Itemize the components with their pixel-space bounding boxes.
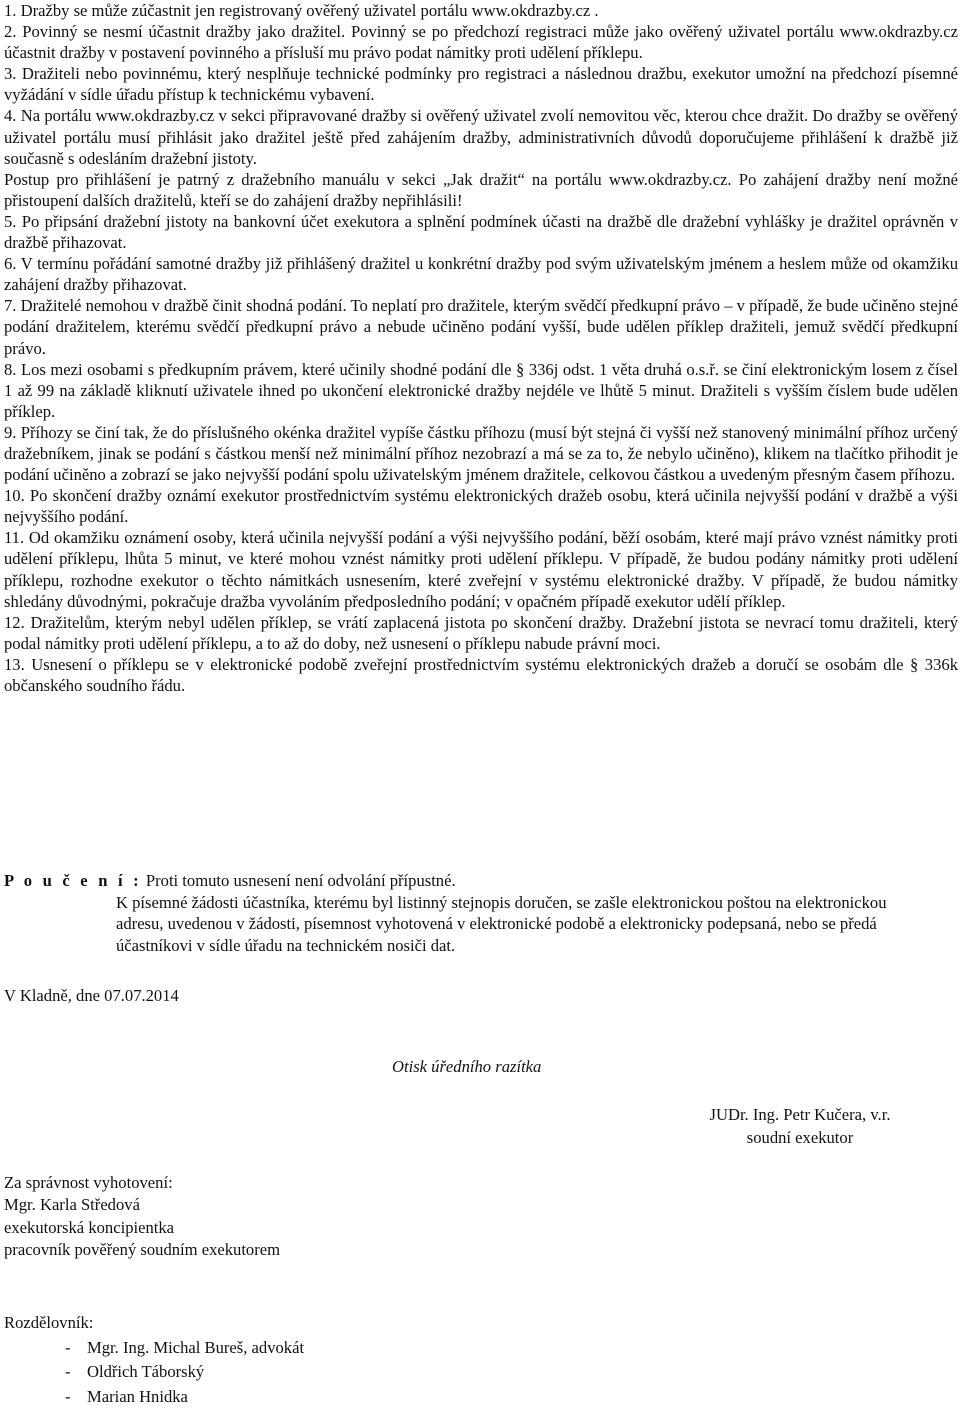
legal-notice-label: P o u č e n í : [4, 871, 142, 890]
list-item [4, 1385, 304, 1409]
paragraph-5: 5. Po připsání dražební jistoty na bankovní účet exekutora a splnění podmínek účasti na dražbě dle dražební vyhlášky je dražitel oprávněn v dražbě přihazovat. [4, 211, 958, 253]
paragraph-9: 9. Příhozy se činí tak, že do příslušného okénka dražitel vypíše částku příhozu (musí být stejná či vyšší než stanovený minimální příhoz určený dražebníkem, jinak se podání s částkou menší než minimální příhoz nezobrazí a má se za to, že nebylo učiněno), klikem na tlačítko přihodit je podání učiněno a zobrazí se jako nejvyšší podání spolu uživatelským jménem dražitele, celkovou částkou a uvedeným přesným časem příhozu. [4, 422, 958, 485]
distribution-recipient: Mgr. Ing. Michal Bureš, advokát [87, 1337, 305, 1357]
paragraph-3: 3. Dražiteli nebo povinnému, který nesplňuje technické podmínky pro registraci a následnou dražbu, exekutor umožní na předchozí písemné vyžádání v sídle úřadu přístup k technickému vybavení. [4, 64, 958, 105]
list-item [4, 1360, 304, 1385]
paragraph-7: 7. Dražitelé nemohou v dražbě činit shodná podání. To neplatí pro dražitele, kterým svědčí předkupní právo – v případě, že bude učiněno stejné podání dražitelem, kterému svědčí předkupní právo a nebude učiněno podání vyšší, bude udělen příklep dražiteli, jemuž svědčí předkupní právo. [4, 296, 958, 358]
paragraph-4-procedure: Postup pro přihlášení je patrný z dražebního manuálu v sekci „Jak dražit“ na portálu www.okdrazby.cz. Po zahájení dražby není možné přistoupení dalších dražitelů, kteří se do zahájení dražby nepřihlásili! [4, 169, 958, 210]
signatory-role: soudní exekutor [746, 1128, 854, 1147]
distribution-recipient: Marian Hnidka [87, 1386, 188, 1406]
correctness-note: pracovník pověřený soudním exekutorem [4, 1239, 281, 1259]
official-stamp-placeholder: Otisk úředního razítka [392, 1057, 542, 1076]
correctness-title: exekutorská koncipientka [4, 1217, 175, 1237]
dash-bullet: - [65, 1362, 71, 1382]
dash-bullet: - [65, 1386, 71, 1406]
list-item [4, 1336, 304, 1361]
correctness-heading: Za správnost vyhotovení: [4, 1173, 173, 1192]
distribution-recipient: Oldřich Táborský [87, 1362, 205, 1382]
signature-block [690, 1103, 910, 1149]
paragraph-4: 4. Na portálu www.okdrazby.cz v sekci připravované dražby si ověřený uživatel zvolí nemovitou věc, kterou chce dražit. Do dražby se ověřený uživatel portálu musí přihlásit jako dražitel ještě před zahájením dražby, administrativních důvodů doporučujeme přihlášení k dražbě již současně s odesláním dražební jistoty. [4, 106, 958, 168]
distribution-list [4, 1311, 304, 1409]
legal-notice-continuation: K písemné žádosti účastníka, kterému byl listinný stejnopis doručen, se zašle elektronickou poštou na elektronickou adresu, uvedenou v žádosti, písemnost vyhotovená v elektronické podobě a elektronicky podepsaná, nebo se předá účastníkovi v sídle úřadu na technickém nosiči dat. [116, 892, 887, 955]
paragraph-2: 2. Povinný se nesmí účastnit dražby jako dražitel. Povinný se po předchozí registraci může jako ověřený uživatel portálu www.okdrazby.cz účastnit dražby v postavení povinného a přísluší mu právo podat námitky proti udělení příklepu. [4, 22, 958, 63]
auction-conditions [4, 0, 958, 696]
correctness-block [4, 1172, 280, 1261]
legal-notice-first-line: Proti tomuto usnesení není odvolání přípustné. [145, 871, 456, 890]
paragraph-12: 12. Dražitelům, kterým nebyl udělen příklep, se vrátí zaplacená jistota po skončení dražby. Dražební jistota se nevrací tomu dražiteli, který podal námitky proti udělení příklepu, a to až do doby, než usnesení o příklepu nabude právní moci. [4, 612, 958, 653]
distribution-heading: Rozdělovník: [4, 1313, 94, 1332]
dash-bullet: - [65, 1337, 71, 1357]
signatory-name: JUDr. Ing. Petr Kučera, v.r. [709, 1105, 891, 1124]
paragraph-1: 1. Dražby se může zúčastnit jen registrovaný ověřený uživatel portálu www.okdrazby.cz . [4, 1, 599, 20]
paragraph-8: 8. Los mezi osobami s předkupním právem, které učinily shodné podání dle § 336j odst. 1 věta druhá o.s.ř. se činí elektronickým losem z čísel 1 až 99 na základě kliknutí uživatele ihned po ukončení elektronické dražby nejdéle ve lhůtě 5 minut. Dražiteli s vyšším číslem bude udělen příklep. [4, 359, 958, 421]
paragraph-13: 13. Usnesení o příklepu se v elektronické podobě zveřejní prostřednictvím systému elektronických dražeb a doručí se osobám dle § 336k občanského soudního řádu. [4, 654, 958, 695]
paragraph-11: 11. Od okamžiku oznámení osoby, která učinila nejvyšší podání a výši nejvyššího podání, běží osobám, které mají právo vznést námitky proti udělení příklepu, lhůta 5 minut, ve které mohou vznést námitky proti udělení příklepu. V případě, že budou podány námitky proti udělení příklepu, rozhodne exekutor o těchto námitkách usnesením, které zveřejní v systému elektronické dražby. V případě, že budou námitky shledány důvodnými, pokračuje dražba vyvoláním předposledního podání; v opačném případě exekutor udělí příklep. [4, 528, 958, 611]
legal-notice [4, 870, 958, 956]
place-and-date: V Kladně, dne 07.07.2014 [4, 986, 179, 1005]
paragraph-10: 10. Po skončení dražby oznámí exekutor prostřednictvím systému elektronických dražeb osobu, která učinila nejvyšší podání v dražbě a výši nejvyššího podání. [4, 486, 958, 527]
paragraph-6: 6. V termínu pořádání samotné dražby již přihlášený dražitel u konkrétní dražby pod svým uživatelským jménem a heslem může od okamžiku zahájení dražby přihazovat. [4, 254, 958, 295]
correctness-name: Mgr. Karla Středová [4, 1195, 140, 1215]
